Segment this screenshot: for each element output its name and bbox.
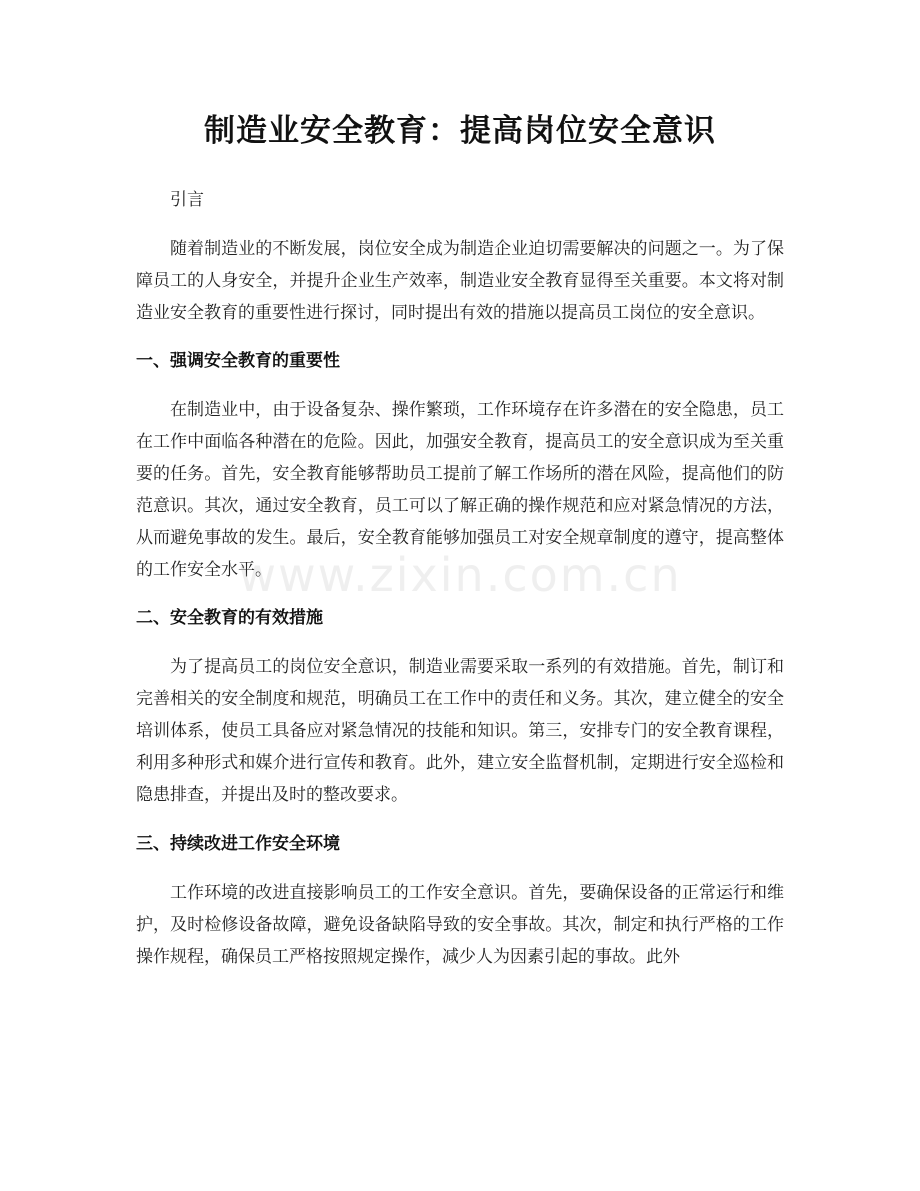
watermark: www.zixin.com.cn	[238, 548, 682, 602]
section-heading-environment: 三、持续改进工作安全环境	[136, 834, 340, 854]
intro-paragraph: 随着制造业的不断发展，岗位安全成为制造企业迫切需要解决的问题之一。为了保障员工的人身安全，并提升企业生产效率，制造业安全教育显得至关重要。本文将对制造业安全教育的重要性进行探讨，同时提出有效的措施以提高员工岗位的安全意识。	[136, 239, 784, 323]
section-heading-measures: 二、安全教育的有效措施	[136, 608, 323, 628]
section-paragraph-environment: 工作环境的改进直接影响员工的工作安全意识。首先，要确保设备的正常运行和维护，及时检修设备故障，避免设备缺陷导致的安全事故。其次，制定和执行严格的工作操作规程，确保员工严格按照规定操作，减少人为因素引起的事故。此外	[136, 883, 784, 967]
section-paragraph-importance: 在制造业中，由于设备复杂、操作繁琐，工作环境存在许多潜在的安全隐患，员工在工作中面临各种潜在的危险。因此，加强安全教育，提高员工的安全意识成为至关重要的任务。首先，安全教育能够帮助员工提前了解工作场所的潜在风险，提高他们的防范意识。其次，通过安全教育，员工可以了解正确的操作规范和应对紧急情况的方法，从而避免事故的发生。最后，安全教育能够加强员工对安全规章制度的遵守，提高整体的工作安全水平。	[136, 400, 784, 580]
section-heading-importance: 一、强调安全教育的重要性	[136, 351, 340, 371]
document-title: 制造业安全教育：提高岗位安全意识	[204, 113, 716, 149]
section-paragraph-measures: 为了提高员工的岗位安全意识，制造业需要采取一系列的有效措施。首先，制订和完善相关的安全制度和规范，明确员工在工作中的责任和义务。其次，建立健全的安全培训体系，使员工具备应对紧急情况的技能和知识。第三，安排专门的安全教育课程，利用多种形式和媒介进行宣传和教育。此外，建立安全监督机制，定期进行安全巡检和隐患排查，并提出及时的整改要求。	[136, 657, 784, 805]
intro-label: 引言	[170, 190, 204, 210]
